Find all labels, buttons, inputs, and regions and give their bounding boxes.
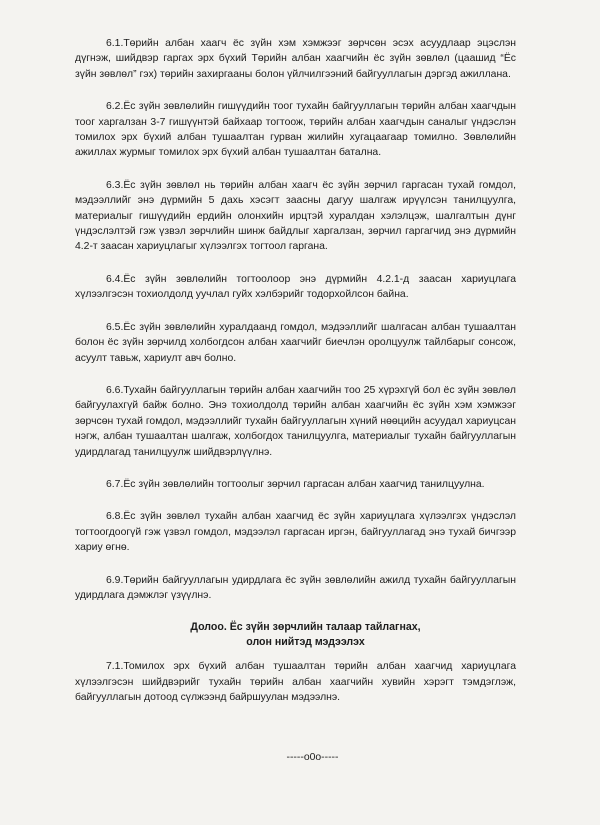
paragraph-6-4: 6.4.Ёс зүйн зөвлөлийн тогтоолоор энэ дүрмийн 4.2.1-д заасан хариуцлага хүлээлгэсэн тохиолдолд уучлал гуйх хэлбэрийг тодорхойлсон байна. (75, 273, 516, 301)
heading-line-1: Долоо. Ёс зүйн зөрчлийн талаар тайлагнах, (190, 621, 421, 634)
paragraph-6-9: 6.9.Төрийн байгууллагын удирдлага ёс зүйн зөвлөлийн ажилд тухайн байгууллагын удирдлага дэмжлэг үзүүлнэ. (75, 574, 516, 601)
end-mark: -----o0o----- (286, 751, 339, 763)
section-6-paragraphs (75, 36, 516, 603)
paragraph-6-7: 6.7.Ёс зүйн зөвлөлийн тогтоолыг зөрчил гаргасан албан хаагчид танилцуулна. (106, 478, 485, 490)
section-7-paragraphs (75, 659, 516, 705)
paragraph-6-6: 6.6.Тухайн байгууллагын төрийн албан хаагчийн тоо 25 хүрэхгүй бол ёс зүйн зөвлөл байгуулахгүй байж болно. Энэ тохиолдолд төрийн албан хаагчийн ёс зүйн хэм хэмжээг зөрчсөн тухай гомдол, мэдээллийг тухайн байгууллагын хүний нөөцийн асуудал хариуцсан нэгж, албан тушаалтан шалгаж, холбогдох танилцуулга, материалыг тухайн байгууллагын удирдлагад танилцуулж шийдвэрлүүлнэ. (75, 384, 516, 458)
paragraph-6-5: 6.5.Ёс зүйн зөвлөлийн хуралдаанд гомдол, мэдээллийг шалгасан албан тушаалтан болон ёс зүйн зөрчилд холбогдсон албан хаагчийг биечлэн оролцуулж тайлбарыг сонсож, асуулт тавьж, хариулт авч болно. (75, 321, 516, 364)
paragraph-6-1: 6.1.Төрийн албан хаагч ёс зүйн хэм хэмжээг зөрчсөн эсэх асуудлаар эцэслэн дүгнэж, шийдвэр гаргах эрх бүхий Төрийн албан хаагчийн ёс зүйн зөвлөл (цаашид “Ёс зүйн зөвлөл” гэх) төрийн захиргааны болон үйлчилгээний байгууллагын дэргэд ажиллана. (75, 38, 516, 80)
paragraph-6-8: 6.8.Ёс зүйн зөвлөл тухайн албан хаагчид ёс зүйн хариуцлага хүлээлгэх үндэслэл тогтоогдоогүй гэж үзвэл гомдол, мэдээлэл гаргасан иргэн, байгууллагад энэ тухай бичгээр хариу өгнө. (75, 511, 516, 554)
section-7-heading (95, 620, 516, 650)
paragraph-6-2: 6.2.Ёс зүйн зөвлөлийн гишүүдийн тоог тухайн байгууллагын төрийн албан хаагчдын тоог харгалзан 3-7 гишүүнтэй байхаар тогтоож, төрийн албан хаагчдын саналыг үндэслэн томилох эрх бүхий албан тушаалтан гурван жилийн хугацаагаар томилно. Зөвлөлийн ажиллах журмыг томилох эрх бүхий албан тушаалтан батална. (75, 101, 516, 159)
paragraph-6-3: 6.3.Ёс зүйн зөвлөл нь төрийн албан хаагч ёс зүйн зөрчил гаргасан тухай гомдол, мэдээллийг энэ дүрмийн 5 дахь хэсэгт заасны дагуу шалгаж ирүүлсэн танилцуулга, материалыг гишүүдийн ердийн олонхийн ирцтэй хуралдан хэлэлцэж, шалгалтын дүнг үндэслэлтэй гэж үзвэл зөрчлийн шинж байдлыг харгалзан, зөрчил гаргагчид энэ дүрмийн 4.2-т заасан хариуцлагыг хүлээлгэх тогтоол гаргана. (75, 179, 516, 253)
heading-line-2: олон нийтэд мэдээлэх (246, 636, 365, 649)
paragraph-7-1: 7.1.Томилох эрх бүхий албан тушаалтан төрийн албан хаагчид хариуцлага хүлээлгэсэн шийдвэрийг тухайн төрийн албан хаагчийн хувийн хэрэгт тэмдэглэж, байгууллагын дотоод сүлжээнд байршуулан мэдээлнэ. (75, 661, 516, 704)
